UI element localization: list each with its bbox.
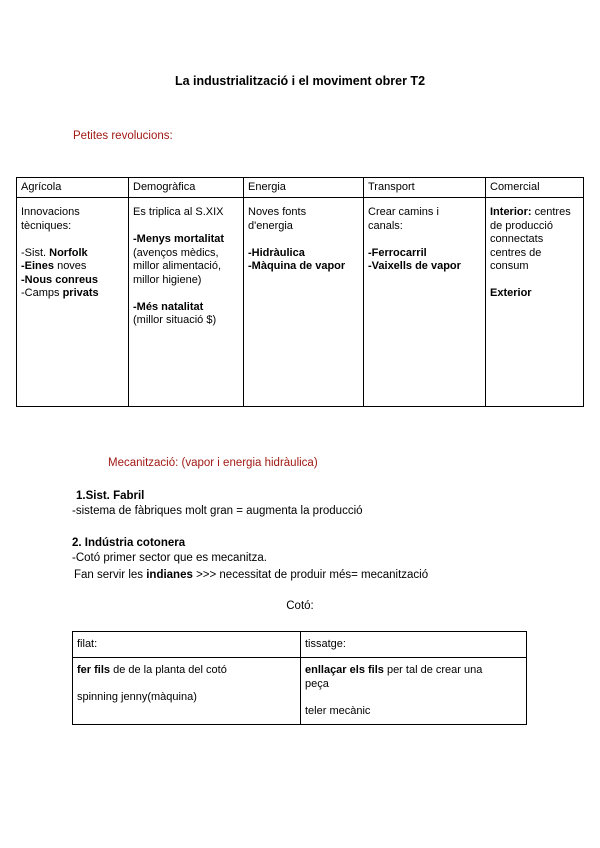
comercial-exterior: Exterior (490, 287, 532, 299)
header-energia: Energia (244, 178, 364, 198)
energia-vapor: -Màquina de vapor (248, 260, 346, 272)
agricola-item-norfolk: -Sist. Norfolk (21, 246, 88, 259)
cell-tissatge (301, 658, 527, 725)
comercial-line: connectats (490, 233, 544, 245)
cell-energia (244, 198, 364, 407)
header-agricola: Agrícola (17, 178, 129, 198)
demografica-mortalitat: -Menys mortalitat (133, 233, 225, 245)
tissatge-line-2: teler mecànic (305, 704, 371, 717)
filat-line-2: spinning jenny(màquina) (77, 691, 197, 703)
header-transport: Transport (364, 178, 486, 198)
comercial-line: consum (490, 260, 529, 272)
cell-agricola (17, 198, 129, 407)
comercial-interior: Interior: centres (490, 206, 571, 218)
header-comercial: Comercial (486, 178, 584, 198)
table-body-row (73, 658, 527, 725)
header-filat: filat: (73, 632, 301, 658)
section-2-heading: 2. Indústria cotonera (72, 537, 186, 549)
petites-revolucions-heading: Petites revolucions: (73, 130, 173, 142)
section-1-heading: 1.Sist. Fabril (76, 490, 145, 502)
transport-ferrocarril: -Ferrocarril (368, 246, 427, 259)
coto-table (72, 631, 527, 725)
energia-hidraulica: -Hidràulica (248, 246, 305, 259)
header-tissatge: tissatge: (301, 632, 527, 658)
table-body-row (17, 198, 584, 407)
cell-comercial (486, 198, 584, 407)
cell-demografica (129, 198, 244, 407)
demografica-detail: millor alimentació, (133, 260, 222, 272)
comercial-line: centres de (490, 246, 542, 259)
agricola-item-camps: -Camps privats (21, 287, 99, 299)
demografica-detail: (millor situació $) (133, 314, 217, 326)
section-2-line-1: -Cotó primer sector que es mecanitza. (72, 552, 267, 564)
transport-line-1: Crear camins i (368, 206, 439, 218)
tissatge-line-1: enllaçar els fils per tal de crear una (305, 664, 483, 676)
table-header-row (17, 178, 584, 198)
table-header-row (73, 632, 527, 658)
energia-line-2: d'energia (248, 219, 293, 232)
cell-transport (364, 198, 486, 407)
transport-vaixells: -Vaixells de vapor (368, 260, 461, 272)
agricola-item-eines: -Eines noves (21, 260, 87, 272)
demografica-line: Es triplica al S.XIX (133, 206, 224, 218)
tissatge-line-1-cont: peça (305, 677, 329, 690)
demografica-detail: (avenços mèdics, (133, 246, 219, 259)
header-demografica: Demogràfica (129, 178, 244, 198)
section-1-line: -sistema de fàbriques molt gran = augmenta la producció (72, 505, 363, 517)
agricola-item-conreus: -Nous conreus (21, 273, 99, 286)
demografica-natalitat: -Més natalitat (133, 300, 204, 313)
transport-line-2: canals: (368, 219, 403, 232)
mecanitzacio-heading: Mecanització: (vapor i energia hidràulica) (108, 457, 318, 469)
filat-line-1: fer fils de de la planta del cotó (77, 664, 227, 676)
revolucions-table (16, 177, 584, 407)
energia-line-1: Noves fonts (248, 206, 307, 218)
section-2-line-2: Fan servir les indianes >>> necessitat de produir més= mecanització (74, 569, 429, 581)
comercial-line: de producció (490, 219, 553, 232)
cell-filat (73, 658, 301, 725)
page-title: La industrialització i el moviment obrer T2 (174, 74, 426, 88)
demografica-detail: millor higiene) (133, 273, 202, 286)
coto-label: Cotó: (286, 600, 314, 612)
agricola-intro-2: tècniques: (21, 219, 72, 232)
agricola-intro-1: Innovacions (21, 206, 80, 218)
